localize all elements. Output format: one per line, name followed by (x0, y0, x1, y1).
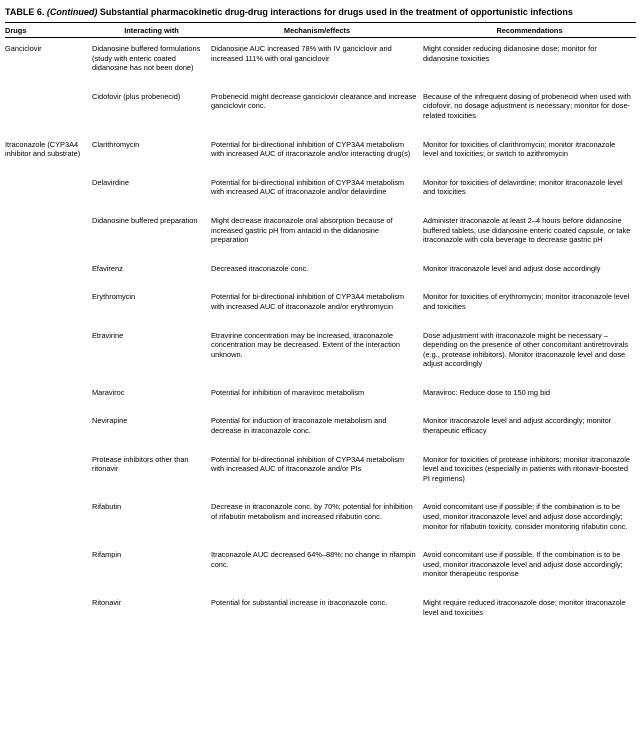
recommendation-cell: Avoid concomitant use if possible. If the combination is to be used, monitor itraconazole level and adjust dose accordingly; monitor therapeutic response (423, 550, 623, 579)
recommendation-cell: Might consider reducing didanosine dose; monitor for didanosine toxicities (423, 44, 597, 63)
mechanism-effects-cell: Decrease in itraconazole conc. by 70%; potential for inhibition of rifabutin metabolism and increased rifabutin conc. (211, 502, 413, 522)
table-row (5, 92, 636, 140)
interacting-with-cell: Nevirapine (92, 416, 128, 426)
recommendation-cell: Monitor itraconazole level and adjust accordingly; monitor therapeutic efficacy (423, 416, 612, 436)
drug-cell (5, 502, 92, 550)
mechanism-effects-cell: Decreased itraconazole conc. (211, 263, 309, 273)
mechanism-effects-cell: Potential for substantial increase in itraconazole conc. (211, 598, 388, 607)
table-row (5, 38, 636, 92)
mechanism-effects-cell: Etravirine concentration may be increased, itraconazole concentration may be decreased. Extent of the interaction unknown. (211, 330, 400, 359)
interacting-with-cell: Etravirine (92, 330, 124, 340)
interacting-with-cell: Rifabutin (92, 502, 122, 512)
recommendation-cell: Because of the infrequent dosing of probenecid when used with cidofovir, no dosage adjustment is necessary; monitor for dose-related toxicities (423, 91, 631, 120)
table-row (5, 388, 636, 417)
drug-cell (5, 178, 92, 216)
table-body (5, 38, 636, 622)
recommendation-cell: Avoid concomitant use if possible; if the combination is to be used, monitor itraconazole level and adjust dose accordingly; monitor for rifabutin toxicity, consider monitoring rifabutin conc. (423, 502, 628, 531)
table-row (5, 416, 636, 454)
recommendation-cell: Monitor for toxicities of protease inhibitors; monitor itraconazole level and toxicities (especially in patients with ritonavir-boosted PI regimens) (423, 454, 631, 483)
column-header-interacting-with: Interacting with (92, 23, 211, 38)
table-header-row (5, 23, 636, 38)
table-row (5, 331, 636, 388)
drug-cell (5, 92, 92, 140)
interacting-with-cell: Didanosine buffered preparation (92, 215, 198, 225)
mechanism-effects-cell: Didanosine AUC increased 78% with IV ganciclovir and increased 111% with oral ganciclovir (211, 44, 392, 63)
mechanism-effects-cell: Potential for bi-directional inhibition of CYP3A4 metabolism with increased AUC of itraconazole and/or erythromycin (211, 292, 405, 311)
drug-cell (5, 388, 92, 417)
drug-cell (5, 416, 92, 454)
table-number-label: TABLE 6. (5, 7, 45, 17)
table-header (5, 23, 636, 38)
drug-interactions-table (5, 22, 636, 621)
drug-cell (5, 550, 92, 598)
column-header-recommendations: Recommendations (423, 23, 636, 38)
interacting-with-cell: Cidofovir (plus probenecid) (92, 91, 181, 101)
interacting-with-cell: Protease inhibitors other than ritonavir (92, 454, 189, 474)
drug-cell (5, 331, 92, 388)
drug-cell (5, 455, 92, 503)
column-header-drugs: Drugs (5, 23, 92, 38)
mechanism-effects-cell: Potential for bi-directional inhibition of CYP3A4 metabolism with increased AUC of itraconazole and/or interacting drug(s) (211, 139, 411, 159)
drug-cell (5, 598, 92, 621)
interacting-with-cell: Maraviroc (92, 387, 125, 397)
recommendation-cell: Might require reduced itraconazole dose; monitor itraconazole level and toxicities (423, 598, 626, 617)
mechanism-effects-cell: Might decrease itraconazole oral absorption because of increased gastric pH from antacid in the didanosine preparation (211, 215, 393, 245)
table-row (5, 455, 636, 503)
mechanism-effects-cell: Potential for bi-directional inhibition of CYP3A4 metabolism with increased AUC of itraconazole and/or delavirdine (211, 177, 405, 197)
mechanism-effects-cell: Probenecid might decrease ganciclovir clearance and increase ganciclovir conc. (211, 91, 417, 111)
title-continued-label: (Continued) (46, 7, 98, 17)
recommendation-cell: Dose adjustment with itraconazole might be necessary – depending on the presence of other concomitant antiretrovirals (e.g., protease inhibitors). Monitor itraconazole level and dose adjust accordingly (423, 330, 629, 369)
mechanism-effects-cell: Potential for inhibition of maraviroc metabolism (211, 387, 365, 397)
drug-cell: Ganciclovir (5, 44, 42, 53)
drug-cell: Itraconazole (CYP3A4 inhibitor and substrate) (5, 139, 81, 159)
mechanism-effects-cell: Potential for bi-directional inhibition of CYP3A4 metabolism with increased AUC of itraconazole and/or PIs (211, 454, 405, 474)
recommendation-cell: Administer itraconazole at least 2–4 hours before didanosine buffered tablets, use didanosine enteric coated capsule, or take itraconazole with cola beverage to decrease gastric pH (423, 215, 631, 245)
table-row (5, 178, 636, 216)
table-row (5, 264, 636, 293)
drug-cell (5, 264, 92, 293)
recommendation-cell: Monitor itraconazole level and adjust dose accordingly (423, 263, 601, 273)
mechanism-effects-cell: Potential for induction of itraconazole metabolism and decrease in itraconazole conc. (211, 416, 387, 436)
recommendation-cell: Maraviroc: Reduce dose to 150 mg bid (423, 387, 550, 397)
page-title (5, 7, 636, 18)
interacting-with-cell: Clarithromycin (92, 139, 140, 149)
mechanism-effects-cell: Itraconazole AUC decreased 64%–88%; no change in rifampin conc. (211, 550, 416, 569)
table-row (5, 292, 636, 330)
interacting-with-cell: Rifampin (92, 550, 122, 560)
drug-cell (5, 292, 92, 330)
interacting-with-cell: Efavirenz (92, 263, 123, 273)
recommendation-cell: Monitor for toxicities of delavirdine; monitor itraconazole level and toxicities (423, 177, 623, 197)
drug-cell (5, 216, 92, 264)
interacting-with-cell: Delavirdine (92, 177, 129, 187)
column-header-mechanism-effects: Mechanism/effects (211, 23, 423, 38)
table-row (5, 598, 636, 621)
title-text: Substantial pharmacokinetic drug-drug interactions for drugs used in the treatment of opportunistic infections (99, 7, 573, 17)
table-row (5, 502, 636, 550)
interacting-with-cell: Erythromycin (92, 292, 136, 302)
table-row (5, 216, 636, 264)
interacting-with-cell: Ritonavir (92, 598, 122, 607)
table-row (5, 550, 636, 598)
interacting-with-cell: Didanosine buffered formulations (study with enteric coated didanosine has not been done) (92, 44, 201, 73)
table-row (5, 140, 636, 178)
recommendation-cell: Monitor for toxicities of clarithromycin; monitor itraconazole level and toxicities; or switch to azithromycin (423, 139, 616, 159)
recommendation-cell: Monitor for toxicities of erythromycin; monitor itraconazole level and toxicities (423, 292, 630, 311)
